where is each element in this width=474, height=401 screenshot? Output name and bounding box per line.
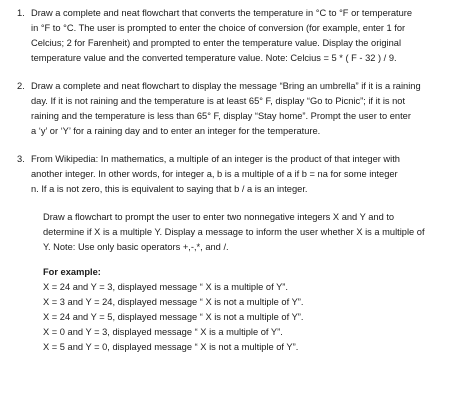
question-3-line: another integer. In other words, for integer a, b is a multiple of a if b = na for some integer xyxy=(31,169,398,179)
question-2-line: Draw a complete and neat flowchart to display the message “Bring an umbrella” if it is a raining xyxy=(31,81,421,91)
question-1-line: temperature value and the converted temperature value. Note: Celcius = 5 * ( F - 32 ) / 9. xyxy=(31,53,397,63)
example-line: X = 24 and Y = 3, displayed message “ X is a multiple of Y”. xyxy=(43,282,288,292)
question-3-instruction-line: Draw a flowchart to prompt the user to enter two nonnegative integers X and Y and to xyxy=(43,212,395,222)
question-2-line: a ‘y’ or ‘Y’ for a raining day and to enter an integer for the temperature. xyxy=(31,126,321,136)
question-1-line: Celcius; 2 for Farenheit) and prompted to enter the temperature value. Display the original xyxy=(31,38,402,48)
question-1-number: 1. xyxy=(17,8,25,18)
question-2-number: 2. xyxy=(17,81,25,91)
example-line: X = 3 and Y = 24, displayed message “ X is not a multiple of Y”. xyxy=(43,297,304,307)
question-3-instruction-line: determine if X is a multiple Y. Display a message to inform the user whether X is a multiple of xyxy=(43,227,425,237)
question-3-number: 3. xyxy=(17,154,25,164)
example-heading: For example: xyxy=(43,267,101,277)
question-3-instruction-line: Y. Note: Use only basic operators +,-,*, and /. xyxy=(43,242,229,252)
example-line: X = 0 and Y = 3, displayed message “ X is a multiple of Y”. xyxy=(43,327,283,337)
question-2-line: day. If it is not raining and the temperature is at least 65° F, display “Go to Picnic”; if it is not xyxy=(31,96,406,106)
question-1-line: in °F to °C. The user is prompted to enter the choice of conversion (for example, enter 1 for xyxy=(31,23,406,33)
question-3-line: n. If a is not zero, this is equivalent to saying that b / a is an integer. xyxy=(31,184,308,194)
example-line: X = 24 and Y = 5, displayed message “ X is not a multiple of Y”. xyxy=(43,312,304,322)
question-2-line: raining and the temperature is less than 65° F, display “Stay home”. Prompt the user to enter xyxy=(31,111,411,121)
question-1-line: Draw a complete and neat flowchart that converts the temperature in °C to °F or temperature xyxy=(31,8,413,18)
question-3-line: From Wikipedia: In mathematics, a multiple of an integer is the product of that integer with xyxy=(31,154,400,164)
example-line: X = 5 and Y = 0, displayed message “ X is not a multiple of Y”. xyxy=(43,342,299,352)
